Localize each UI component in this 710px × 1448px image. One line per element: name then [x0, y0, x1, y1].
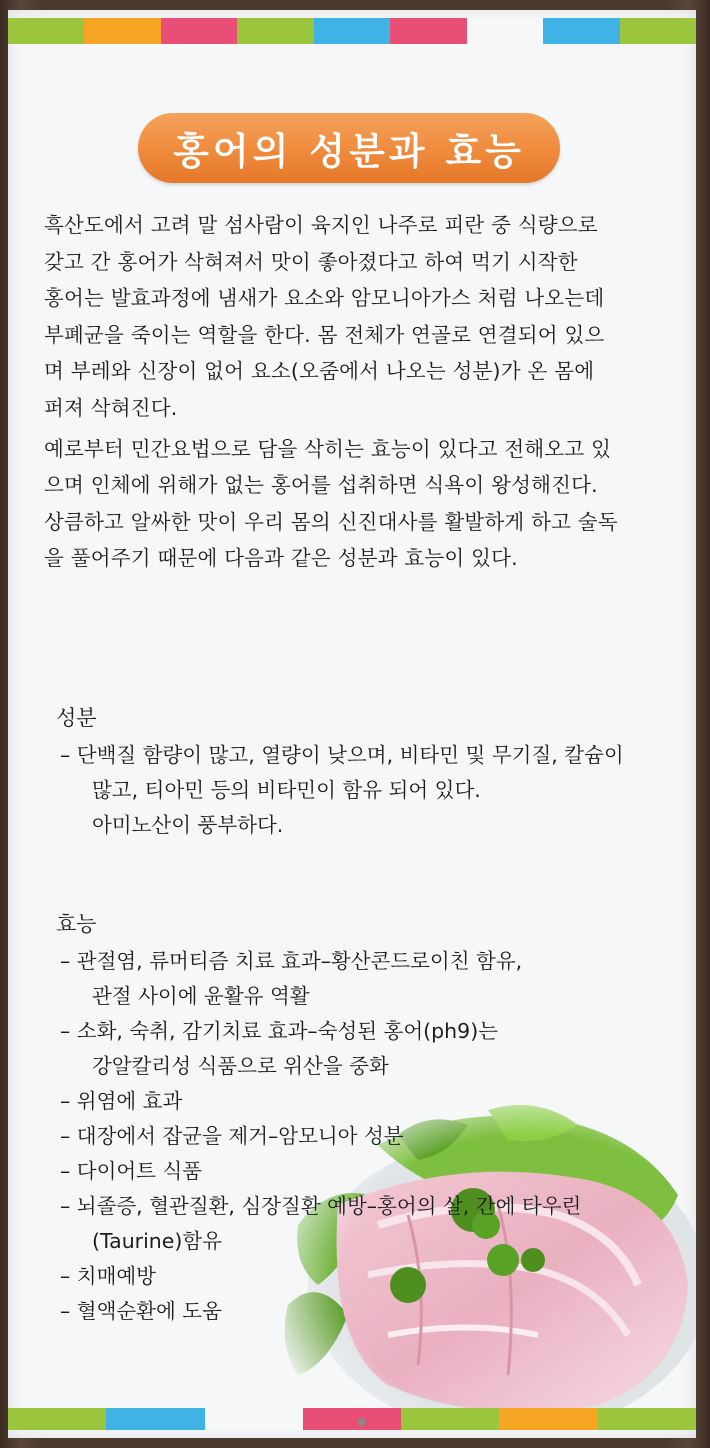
color-segment: [543, 18, 619, 44]
color-segment: [106, 1408, 204, 1430]
intro-line: 갖고 간 홍어가 삭혀져서 맛이 좋아졌다고 하여 먹기 시작한: [44, 249, 578, 274]
title-banner: [138, 113, 560, 183]
list-item: 많고, 티아민 등의 비타민이 함유 되어 있다.: [92, 778, 481, 802]
ingredients-heading: 성분: [56, 706, 97, 730]
color-segment: [390, 18, 466, 44]
intro-line: 흑산도에서 고려 말 섬사람이 육지인 나주로 피란 중 식량으로: [44, 213, 598, 237]
color-segment: [314, 18, 390, 44]
effects-heading: 효능: [56, 912, 97, 936]
list-item: – 혈액순환에 도움: [60, 1299, 222, 1323]
intro-line: 퍼져 삭혀진다.: [44, 395, 178, 420]
color-segment: [401, 1408, 499, 1430]
intro-line: 며 부레와 신장이 없어 요소(오줌에서 나오는 성분)가 온 몸에: [44, 359, 595, 384]
intro-line: 으며 인체에 위해가 없는 홍어를 섭취하면 식욕이 왕성해진다.: [44, 473, 598, 498]
intro-line: 예로부터 민간요법으로 담을 삭히는 효능이 있다고 전해오고 있: [44, 436, 612, 461]
info-board: [8, 10, 696, 1438]
color-segment: [161, 18, 237, 44]
top-color-bar: [8, 18, 696, 44]
ingredients-list: [60, 738, 680, 843]
color-segment: [8, 18, 84, 44]
list-item: – 단백질 함량이 많고, 열량이 낮으며, 비타민 및 무기질, 칼슘이: [60, 743, 624, 767]
color-segment: [467, 18, 543, 44]
list-item: – 다이어트 식품: [60, 1159, 203, 1183]
list-item: – 관절염, 류머티즘 치료 효과–황산콘드로이친 함유,: [60, 949, 523, 973]
list-item: – 소화, 숙취, 감기치료 효과–숙성된 홍어(ph9)는: [60, 1019, 499, 1043]
color-segment: [205, 1408, 303, 1430]
list-item: – 치매예방: [60, 1264, 156, 1288]
intro-line: 을 풀어주기 때문에 다음과 같은 성분과 효능이 있다.: [44, 546, 518, 571]
effects-list: [60, 944, 680, 1329]
list-item: – 위염에 효과: [60, 1089, 183, 1113]
list-item: (Taurine)함유: [92, 1229, 223, 1253]
list-item: – 대장에서 잡균을 제거–암모니아 성분: [60, 1124, 404, 1148]
color-segment: [598, 1408, 696, 1430]
list-item: 아미노산이 풍부하다.: [92, 813, 284, 837]
color-segment: [303, 1408, 401, 1430]
intro-line: 상큼하고 알싸한 맛이 우리 몸의 신진대사를 활발하게 하고 술독: [44, 509, 618, 534]
color-segment: [8, 1408, 106, 1430]
intro-line: 부폐균을 죽이는 역할을 한다. 몸 전체가 연골로 연결되어 있으: [44, 322, 605, 347]
bottom-color-bar: [8, 1408, 696, 1430]
list-item: 강알칼리성 식품으로 위산을 중화: [92, 1054, 389, 1078]
color-segment: [84, 18, 160, 44]
color-segment: [237, 18, 313, 44]
list-item: – 뇌졸증, 혈관질환, 심장질환 예방–홍어의 살, 간에 타우린: [60, 1194, 582, 1218]
page-title: 홍어의 성분과 효능: [173, 130, 525, 173]
color-segment: [620, 18, 696, 44]
screw-dot: [358, 1418, 366, 1426]
color-segment: [499, 1408, 597, 1430]
intro-text: [44, 207, 684, 577]
intro-line: 홍어는 발효과정에 냄새가 요소와 암모니아가스 처럼 나오는데: [44, 286, 605, 311]
list-item: 관절 사이에 윤활유 역활: [92, 984, 310, 1008]
